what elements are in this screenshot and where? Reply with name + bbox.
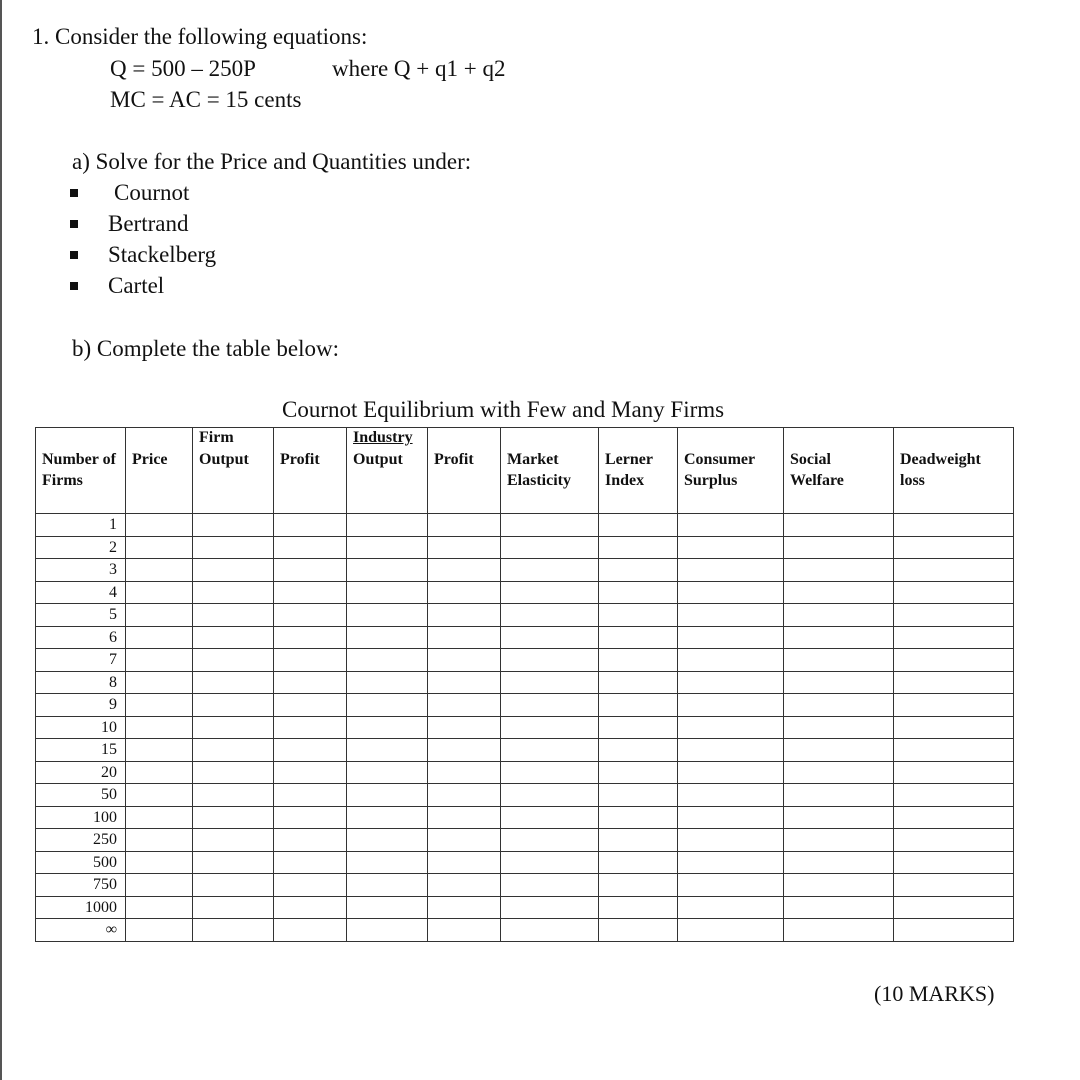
answer-cell[interactable] [193,559,274,582]
answer-cell[interactable] [678,851,784,874]
answer-cell[interactable] [501,784,599,807]
answer-cell[interactable] [274,761,347,784]
answer-cell[interactable] [894,896,1014,919]
answer-cell[interactable] [274,604,347,627]
table-row [36,604,1014,627]
answer-cell[interactable] [599,716,678,739]
answer-cell[interactable] [599,514,678,537]
answer-cell[interactable] [784,761,894,784]
answer-cell[interactable] [784,896,894,919]
table-row [36,761,1014,784]
answer-cell[interactable] [428,919,501,942]
answer-cell[interactable] [193,806,274,829]
answer-cell[interactable] [599,829,678,852]
answer-cell[interactable] [193,784,274,807]
column-header-number-of-firms: Number of Firms [36,448,126,514]
answer-cell[interactable] [599,671,678,694]
column-header-social-welfare: Social Welfare [784,448,894,514]
answer-cell[interactable] [193,761,274,784]
answer-cell[interactable] [274,649,347,672]
bullet-icon [70,220,78,228]
answer-cell[interactable] [126,559,193,582]
answer-cell[interactable] [126,716,193,739]
answer-cell[interactable] [678,604,784,627]
firm-count-cell: 7 [36,649,126,672]
firm-count-cell: 750 [36,874,126,897]
answer-cell[interactable] [599,626,678,649]
answer-cell[interactable] [347,851,428,874]
answer-cell[interactable] [501,536,599,559]
answer-cell[interactable] [428,536,501,559]
answer-cell[interactable] [347,604,428,627]
answer-cell[interactable] [193,649,274,672]
answer-cell[interactable] [678,581,784,604]
quantity-definition: where Q + q1 + q2 [332,56,506,81]
answer-cell[interactable] [599,649,678,672]
table-row [36,559,1014,582]
answer-cell[interactable] [501,559,599,582]
answer-cell[interactable] [428,874,501,897]
answer-cell[interactable] [678,671,784,694]
answer-cell[interactable] [428,784,501,807]
answer-cell[interactable] [428,806,501,829]
question-title: 1. Consider the following equations: [32,24,368,49]
answer-cell[interactable] [347,716,428,739]
table-row [36,919,1014,942]
answer-cell[interactable] [428,514,501,537]
answer-cell[interactable] [193,716,274,739]
firm-count-cell: ∞ [36,919,126,942]
answer-cell[interactable] [599,694,678,717]
answer-cell[interactable] [599,604,678,627]
answer-cell[interactable] [274,716,347,739]
column-header-price: Price [126,448,193,514]
answer-cell[interactable] [894,581,1014,604]
answer-cell[interactable] [274,896,347,919]
cost-equation: MC = AC = 15 cents [110,87,302,112]
table-row [36,784,1014,807]
table-title: Cournot Equilibrium with Few and Many Firms [282,397,725,422]
table-row [36,514,1014,537]
answer-cell[interactable] [894,536,1014,559]
table-row [36,649,1014,672]
answer-cell[interactable] [428,716,501,739]
answer-cell[interactable] [894,919,1014,942]
answer-cell[interactable] [193,626,274,649]
column-header-firm-profit: Profit [274,448,347,514]
answer-cell[interactable] [274,851,347,874]
answer-cell[interactable] [501,671,599,694]
answer-cell[interactable] [678,739,784,762]
answer-cell[interactable] [894,514,1014,537]
answer-cell[interactable] [599,559,678,582]
answer-cell[interactable] [126,671,193,694]
answer-cell[interactable] [347,671,428,694]
table-header-cell [599,428,678,449]
answer-cell[interactable] [894,559,1014,582]
answer-cell[interactable] [894,604,1014,627]
answer-cell[interactable] [599,806,678,829]
answer-cell[interactable] [428,739,501,762]
answer-cell[interactable] [193,739,274,762]
answer-cell[interactable] [193,874,274,897]
list-item-label: Cartel [108,273,165,298]
table-row [36,896,1014,919]
answer-cell[interactable] [678,896,784,919]
answer-cell[interactable] [894,716,1014,739]
answer-cell[interactable] [126,784,193,807]
answer-cell[interactable] [193,694,274,717]
answer-cell[interactable] [347,739,428,762]
answer-cell[interactable] [501,806,599,829]
firm-count-cell: 1 [36,514,126,537]
answer-cell[interactable] [126,581,193,604]
table-row [36,874,1014,897]
firm-count-cell: 9 [36,694,126,717]
answer-cell[interactable] [501,694,599,717]
answer-cell[interactable] [501,604,599,627]
answer-cell[interactable] [428,851,501,874]
answer-cell[interactable] [784,626,894,649]
answer-cell[interactable] [193,536,274,559]
answer-cell[interactable] [347,806,428,829]
table-row [36,806,1014,829]
answer-cell[interactable] [784,649,894,672]
answer-cell[interactable] [501,649,599,672]
answer-cell[interactable] [274,829,347,852]
answer-cell[interactable] [599,761,678,784]
table-row [36,581,1014,604]
answer-cell[interactable] [678,626,784,649]
answer-cell[interactable] [347,919,428,942]
table-row [36,671,1014,694]
answer-cell[interactable] [428,581,501,604]
answer-cell[interactable] [428,604,501,627]
answer-cell[interactable] [274,739,347,762]
answer-cell[interactable] [501,896,599,919]
answer-cell[interactable] [274,671,347,694]
answer-cell[interactable] [784,604,894,627]
table-row [36,739,1014,762]
answer-cell[interactable] [784,919,894,942]
table-header-cell [126,428,193,449]
firm-count-cell: 4 [36,581,126,604]
answer-cell[interactable] [193,604,274,627]
answer-cell[interactable] [347,514,428,537]
table-row [36,694,1014,717]
list-item [70,273,164,299]
answer-cell[interactable] [501,761,599,784]
firm-count-cell: 500 [36,851,126,874]
answer-cell[interactable] [784,694,894,717]
answer-cell[interactable] [894,761,1014,784]
table-row [36,829,1014,852]
answer-cell[interactable] [501,581,599,604]
answer-cell[interactable] [894,694,1014,717]
table-group-header-row [36,428,1014,449]
column-header-deadweight-loss: Deadweight loss [894,448,1014,514]
answer-cell[interactable] [274,559,347,582]
answer-cell[interactable] [599,784,678,807]
answer-cell[interactable] [678,806,784,829]
firm-count-cell: 10 [36,716,126,739]
answer-cell[interactable] [599,919,678,942]
answer-cell[interactable] [784,536,894,559]
firm-count-cell: 15 [36,739,126,762]
answer-cell[interactable] [126,761,193,784]
answer-cell[interactable] [193,919,274,942]
answer-cell[interactable] [784,581,894,604]
answer-cell[interactable] [193,896,274,919]
table-header-row [36,448,1014,514]
answer-cell[interactable] [501,874,599,897]
cournot-equilibrium-table [35,427,1014,942]
answer-cell[interactable] [126,919,193,942]
bullet-icon [70,282,78,290]
table-body [36,514,1014,942]
firm-count-cell: 5 [36,604,126,627]
firm-count-cell: 250 [36,829,126,852]
answer-cell[interactable] [193,514,274,537]
answer-cell[interactable] [894,874,1014,897]
bullet-icon [70,251,78,259]
column-header-lerner-index: Lerner Index [599,448,678,514]
answer-cell[interactable] [784,514,894,537]
table-header-cell [894,428,1014,449]
answer-cell[interactable] [274,694,347,717]
answer-cell[interactable] [274,874,347,897]
answer-cell[interactable] [126,829,193,852]
table-header-cell [428,428,501,449]
answer-cell[interactable] [428,896,501,919]
answer-cell[interactable] [126,806,193,829]
answer-cell[interactable] [347,626,428,649]
answer-cell[interactable] [784,716,894,739]
demand-equation: Q = 500 – 250P [110,56,256,81]
firm-count-cell: 1000 [36,896,126,919]
answer-cell[interactable] [678,694,784,717]
answer-cell[interactable] [428,649,501,672]
table-row [36,536,1014,559]
table-header-cell [36,428,126,449]
answer-cell[interactable] [126,626,193,649]
answer-cell[interactable] [678,784,784,807]
answer-cell[interactable] [347,784,428,807]
answer-cell[interactable] [126,739,193,762]
answer-cell[interactable] [784,851,894,874]
answer-cell[interactable] [678,829,784,852]
list-item [70,211,188,237]
answer-cell[interactable] [599,851,678,874]
answer-cell[interactable] [428,626,501,649]
answer-cell[interactable] [126,874,193,897]
table-row [36,716,1014,739]
answer-cell[interactable] [347,649,428,672]
list-item-label: Cournot [114,180,190,205]
answer-cell[interactable] [428,694,501,717]
answer-cell[interactable] [193,829,274,852]
answer-cell[interactable] [894,829,1014,852]
answer-cell[interactable] [599,896,678,919]
answer-cell[interactable] [678,874,784,897]
firm-count-cell: 3 [36,559,126,582]
answer-cell[interactable] [501,716,599,739]
answer-cell[interactable] [274,806,347,829]
part-a-prompt: a) Solve for the Price and Quantities under: [72,149,472,174]
answer-cell[interactable] [894,806,1014,829]
answer-cell[interactable] [894,784,1014,807]
answer-cell[interactable] [126,896,193,919]
answer-cell[interactable] [784,559,894,582]
answer-cell[interactable] [501,919,599,942]
firm-count-cell: 100 [36,806,126,829]
answer-cell[interactable] [347,559,428,582]
answer-cell[interactable] [126,514,193,537]
answer-cell[interactable] [347,896,428,919]
answer-cell[interactable] [274,919,347,942]
firm-count-cell: 6 [36,626,126,649]
answer-cell[interactable] [894,649,1014,672]
firm-group-header: Firm [193,428,274,449]
answer-cell[interactable] [784,874,894,897]
list-item-label: Stackelberg [108,242,217,267]
answer-cell[interactable] [894,671,1014,694]
answer-cell[interactable] [784,671,894,694]
table-header-cell [784,428,894,449]
answer-cell[interactable] [894,851,1014,874]
answer-cell[interactable] [501,626,599,649]
table-header-cell [274,428,347,449]
table-header-cell [678,428,784,449]
answer-cell[interactable] [784,739,894,762]
answer-cell[interactable] [678,536,784,559]
answer-cell[interactable] [784,784,894,807]
answer-cell[interactable] [501,829,599,852]
answer-cell[interactable] [126,694,193,717]
answer-cell[interactable] [599,581,678,604]
answer-cell[interactable] [193,671,274,694]
column-header-market-elasticity: Market Elasticity [501,448,599,514]
answer-cell[interactable] [784,829,894,852]
answer-cell[interactable] [126,649,193,672]
answer-cell[interactable] [678,761,784,784]
answer-cell[interactable] [347,694,428,717]
list-item-label: Bertrand [108,211,189,236]
column-header-industry-output: Output [347,448,428,514]
firm-count-cell: 2 [36,536,126,559]
industry-group-header: Industry [347,428,428,449]
answer-cell[interactable] [274,784,347,807]
answer-cell[interactable] [274,581,347,604]
answer-cell[interactable] [678,649,784,672]
answer-cell[interactable] [126,536,193,559]
table-header-cell [501,428,599,449]
list-item [70,180,189,206]
answer-cell[interactable] [347,874,428,897]
answer-cell[interactable] [347,829,428,852]
answer-cell[interactable] [501,851,599,874]
answer-cell[interactable] [428,559,501,582]
answer-cell[interactable] [678,514,784,537]
answer-cell[interactable] [784,806,894,829]
firm-count-cell: 8 [36,671,126,694]
column-header-firm-output: Output [193,448,274,514]
answer-cell[interactable] [347,581,428,604]
answer-cell[interactable] [501,514,599,537]
answer-cell[interactable] [678,716,784,739]
table-row [36,626,1014,649]
answer-cell[interactable] [599,739,678,762]
answer-cell[interactable] [347,761,428,784]
answer-cell[interactable] [894,739,1014,762]
answer-cell[interactable] [428,761,501,784]
marks-label: (10 MARKS) [874,981,995,1006]
answer-cell[interactable] [274,626,347,649]
list-item [70,242,216,268]
answer-cell[interactable] [193,851,274,874]
answer-cell[interactable] [193,581,274,604]
answer-cell[interactable] [678,919,784,942]
answer-cell[interactable] [599,536,678,559]
answer-cell[interactable] [428,829,501,852]
table-row [36,851,1014,874]
answer-cell[interactable] [347,536,428,559]
answer-cell[interactable] [428,671,501,694]
firm-count-cell: 50 [36,784,126,807]
answer-cell[interactable] [126,851,193,874]
answer-cell[interactable] [678,559,784,582]
answer-cell[interactable] [274,536,347,559]
column-header-industry-profit: Profit [428,448,501,514]
answer-cell[interactable] [894,626,1014,649]
answer-cell[interactable] [274,514,347,537]
answer-cell[interactable] [599,874,678,897]
bullet-icon [70,189,78,197]
answer-cell[interactable] [126,604,193,627]
column-header-consumer-surplus: Consumer Surplus [678,448,784,514]
part-b-prompt: b) Complete the table below: [72,336,339,361]
answer-cell[interactable] [501,739,599,762]
firm-count-cell: 20 [36,761,126,784]
